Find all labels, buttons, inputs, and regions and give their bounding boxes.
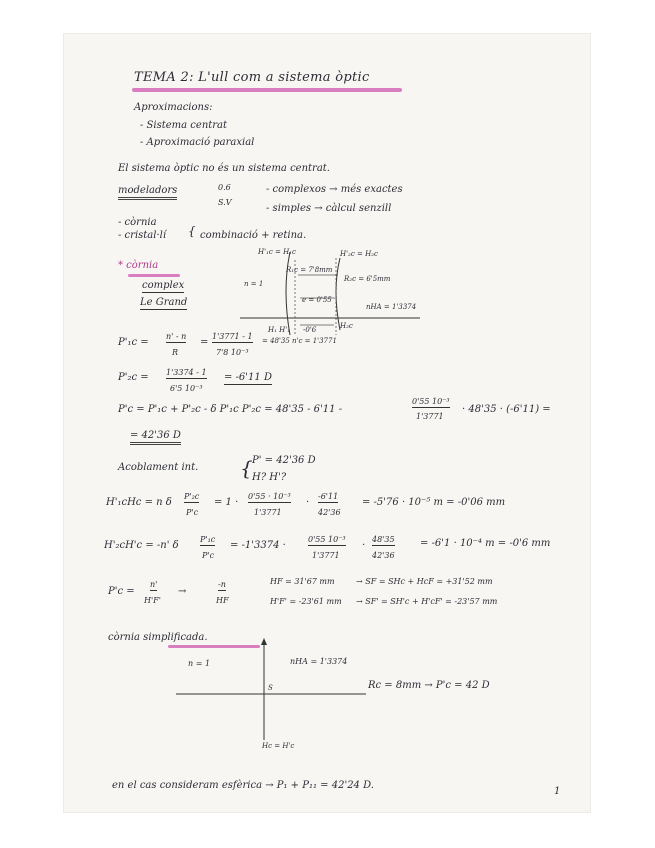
focal-arrow: → (178, 586, 187, 597)
h1c-n3: -6'11 (318, 492, 339, 501)
diagram-bottom: = 48'35 n'c = 1'3771 (262, 337, 337, 345)
footer-line: en el cas consideram esfèrica → P₁ + P₁₁ = 42'24 D. (112, 780, 374, 791)
approx-item-2: - Aproximació paraxial (140, 137, 255, 148)
h1c-frac-num: P'₂c (184, 492, 200, 501)
pc-line: P'c = P'₁c + P'₂c - δ P'₁c P'₂c = 48'35 - 6'11 - (118, 404, 343, 415)
diagram-d: -0'6 (303, 326, 317, 334)
h1c-dot: · (306, 497, 310, 508)
simplificada-heading: còrnia simplificada. (108, 632, 208, 643)
focal-hf: HF = 31'67 mm (270, 577, 335, 586)
legrand-label: Le Grand (140, 297, 188, 308)
diagram-h1c: H'₁c = H₁c (258, 248, 296, 256)
p2c-lhs: P'₂c = (118, 372, 149, 383)
h2c-d3: 42'36 (372, 551, 395, 560)
option-1: 0.6 (218, 183, 231, 192)
p1c-lhs: P'₁c = (118, 337, 149, 348)
focal-hf2: H'F' = -23'61 mm (270, 597, 342, 606)
approx-item-1: - Sistema centrat (140, 120, 228, 131)
h2c-frac-den: P'c (202, 551, 215, 560)
h2c-eq: = -1'3374 · (230, 540, 286, 551)
h2c-n3: 48'35 (372, 535, 395, 544)
page-number: 1 (554, 786, 561, 797)
h1c-d3: 42'36 (318, 508, 341, 517)
pc-den: 1'3771 (416, 412, 444, 421)
h2c-result: = -6'1 · 10⁻⁴ m = -0'6 mm (420, 538, 551, 549)
simplificada-s: S (268, 684, 273, 692)
modeladors-label: modeladors (118, 185, 177, 200)
h2c-dot: · (362, 540, 366, 551)
diagram-h2c: H'₂c = H₂c (340, 250, 378, 258)
result-1: - complexos → més exactes (266, 184, 403, 195)
simplificada-nha: nHA = 1'3374 (290, 657, 348, 666)
h2c-frac-num: P'₁c (200, 535, 216, 544)
diagram-e: e = 0'55 (302, 296, 332, 304)
h1c-lhs: H'₁cHc = n δ (106, 497, 172, 508)
cornia-heading: * còrnia (118, 260, 159, 271)
brace: { (188, 224, 196, 238)
pc-result: = 42'36 D (130, 430, 181, 445)
diagram-r1: R₁c = 7'8mm (286, 266, 333, 274)
p1c-den: R (172, 348, 179, 357)
h1c-eq: = 1 · (214, 497, 239, 508)
p1c-num: n' - n (166, 332, 187, 341)
simplificada-rc: Rc = 8mm → P'c = 42 D (368, 680, 490, 691)
h1c-result: = -5'76 · 10⁻⁵ m = -0'06 mm (362, 497, 506, 508)
focal-sf: → SF = SHc + HcF = +31'52 mm (356, 577, 493, 586)
pc-num: 0'55 10⁻³ (412, 397, 450, 406)
cristalli-item: - cristal·lí (118, 230, 167, 241)
complex-label: complex (142, 280, 185, 291)
acoblament-label: Acoblament int. (118, 462, 199, 473)
h2c-n2: 0'55 10⁻³ (308, 535, 346, 544)
diagram-n1: n = 1 (244, 280, 264, 288)
acoblament-1: P' = 42'36 D (252, 455, 316, 466)
focal-lhs: P'c = (108, 586, 135, 597)
p1c-den2: 7'8 10⁻³ (216, 348, 249, 357)
acoblament-brace: { (240, 456, 253, 480)
p2c-den: 6'5 10⁻³ (170, 384, 203, 393)
diagram-r2: R₂c = 6'5mm (344, 275, 391, 283)
h1c-frac-den: P'c (186, 508, 199, 517)
p1c-num2: 1'3771 - 1 (212, 332, 253, 341)
approx-heading: Aproximacions: (134, 102, 213, 113)
diagram-h2c-bottom: H₂c (340, 322, 353, 330)
focal-sf2: → SF' = SH'c + H'cF' = -23'57 mm (356, 597, 498, 606)
focal-num1: n' (150, 580, 158, 589)
diagram-h1c-bottom: H₁ H'₁ (268, 326, 290, 334)
simplificada-hc: Hc = H'c (262, 742, 295, 750)
intro-line: El sistema òptic no és un sistema centrat. (118, 163, 330, 174)
h2c-lhs: H'₂cH'c = -n' δ (104, 540, 179, 551)
result-2: - simples → càlcul senzill (266, 203, 392, 214)
h2c-d2: 1'3771 (312, 551, 340, 560)
acoblament-2: H? H'? (252, 472, 287, 483)
focal-den2: HF (216, 596, 229, 605)
option-2: S.V (218, 198, 232, 207)
h1c-d2: 1'3771 (254, 508, 282, 517)
focal-num2: -n (218, 580, 226, 589)
simplificada-highlight (168, 645, 260, 648)
cornia-item: - còrnia (118, 217, 157, 228)
p1c-eq: = (200, 337, 209, 348)
pc-tail: · 48'35 · (-6'11) = (462, 404, 551, 415)
page-title: TEMA 2: L'ull com a sistema òptic (134, 70, 370, 85)
h1c-n2: 0'55 · 10⁻³ (248, 492, 291, 501)
diagram-nha: nHA = 1'3374 (366, 303, 417, 311)
p2c-result: = -6'11 D (224, 372, 272, 383)
simplificada-n: n = 1 (188, 659, 211, 668)
p2c-num: 1'3374 - 1 (166, 368, 207, 377)
focal-den1: H'F' (144, 596, 161, 605)
combinacio-text: combinació + retina. (200, 230, 307, 241)
